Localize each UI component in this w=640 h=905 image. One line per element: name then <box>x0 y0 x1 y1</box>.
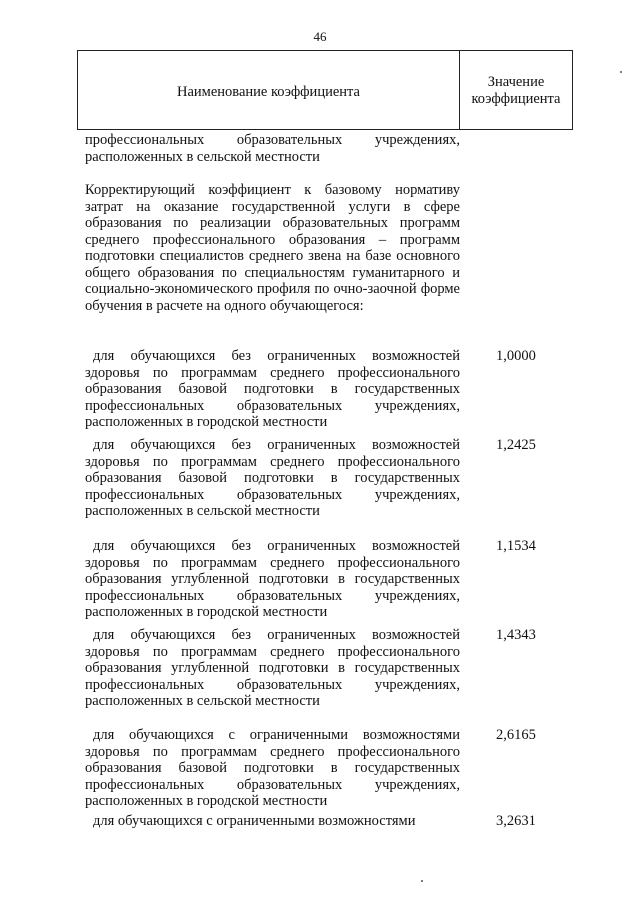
row-value-4: 1,4343 <box>496 627 536 643</box>
row-text-3: для обучающихся без ограниченных возможностей здоровья по программам среднего профессионального образования углубленной подготовки в государственных профессиональных образовательных учреждениях, расположенных в городской местности <box>85 538 460 620</box>
row-text-2: для обучающихся без ограниченных возможностей здоровья по программам среднего профессионального образования базовой подготовки в государственных профессиональных образовательных учреждениях, расположенных в сельской местности <box>85 437 460 519</box>
row-text-4: для обучающихся без ограниченных возможностей здоровья по программам среднего профессионального образования углубленной подготовки в государственных профессиональных образовательных учреждениях, расположенных в сельской местности <box>85 627 460 709</box>
page-number: 46 <box>313 29 327 44</box>
table-header <box>77 50 573 130</box>
continuation-text: профессиональных образовательных учреждениях, расположенных в сельской местности <box>85 132 460 165</box>
row-value-1: 1,0000 <box>496 348 536 364</box>
row-text-1: для обучающихся без ограниченных возможностей здоровья по программам среднего профессионального образования базовой подготовки в государственных профессиональных образовательных учреждениях, расположенных в городской местности <box>85 348 460 430</box>
row-value-5: 2,6165 <box>496 727 536 743</box>
scan-speck <box>620 71 622 73</box>
scan-speck <box>421 880 423 882</box>
row-value-2: 1,2425 <box>496 437 536 453</box>
row-value-6: 3,2631 <box>496 813 536 829</box>
row-value-3: 1,1534 <box>496 538 536 554</box>
header-coefficient-name: Наименование коэффициента <box>78 51 460 129</box>
section-intro: Корректирующий коэффициент к базовому нормативу затрат на оказание государственной услуги в сфере образования по реализации образовательных программ среднего профессионального образования – программ подготовки специалистов среднего звена на базе основного общего образования по специальностям гуманитарного и социально-экономического профиля по очно-заочной форме обучения в расчете на одного обучающегося: <box>85 182 460 314</box>
row-text-5: для обучающихся с ограниченными возможностями здоровья по программам среднего профессионального образования базовой подготовки в государственных профессиональных образовательных учреждениях, расположенных в городской местности <box>85 727 460 809</box>
header-coefficient-value: Значение коэффициента <box>471 74 561 107</box>
row-text-6: для обучающихся с ограниченными возможностями <box>93 813 416 829</box>
